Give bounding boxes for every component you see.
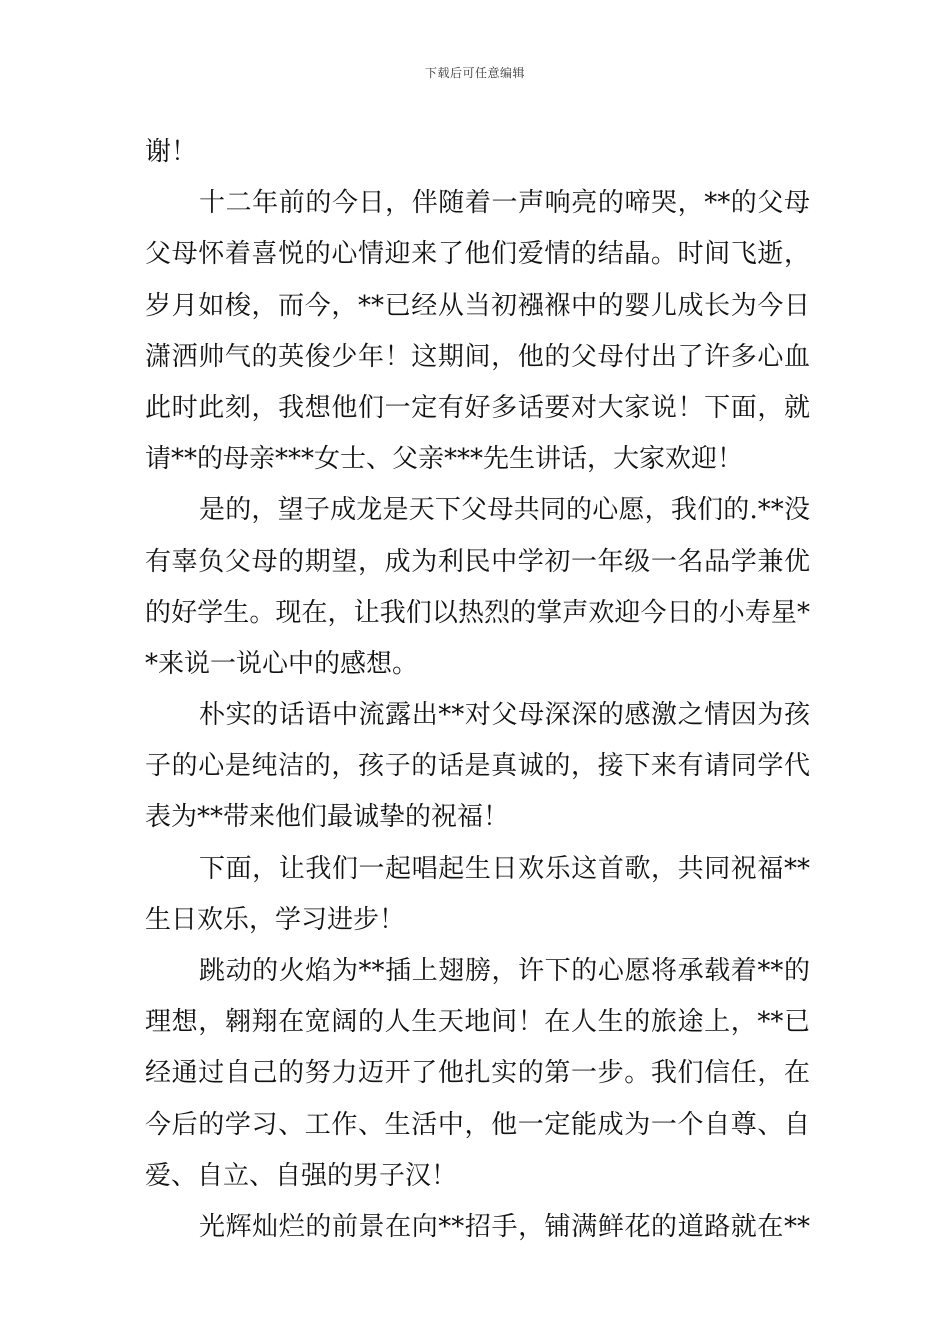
text-line: 生日欢乐，学习进步！	[145, 904, 406, 935]
text-line: *来说一说心中的感想。	[145, 648, 419, 679]
text-line: 今后的学习、工作、生活中，他一定能成为一个自尊、自	[145, 1109, 810, 1140]
text-line: 光辉灿烂的前景在向**招手，铺满鲜花的道路就在**	[199, 1211, 810, 1242]
text-line: 子的心是纯洁的，孩子的话是真诚的，接下来有请同学代	[145, 751, 810, 782]
text-line: 潇洒帅气的英俊少年！这期间，他的父母付出了许多心血	[145, 341, 810, 372]
text-line: 是的，望子成龙是天下父母共同的心愿，我们的.**没	[199, 495, 810, 526]
document-body	[145, 127, 810, 1253]
text-line: 朴实的话语中流露出**对父母深深的感激之情因为孩	[199, 700, 810, 731]
text-line: 表为**带来他们最诚挚的祝福！	[145, 802, 510, 833]
text-line: 的好学生。现在，让我们以热烈的掌声欢迎今日的小寿星*	[145, 597, 810, 628]
text-line: 有辜负父母的期望，成为利民中学初一年级一名品学兼优	[145, 546, 810, 577]
text-line: 此时此刻，我想他们一定有好多话要对大家说！下面，就	[145, 392, 810, 423]
text-line: 跳动的火焰为**插上翅膀，许下的心愿将承载着**的	[199, 956, 810, 986]
text-line: 爱、自立、自强的男子汉！	[145, 1160, 458, 1191]
text-line: 十二年前的今日，伴随着一声响亮的啼哭，**的父母	[199, 188, 810, 219]
text-line: 谢！	[145, 137, 198, 167]
text-line: 父母怀着喜悦的心情迎来了他们爱情的结晶。时间飞逝，	[145, 239, 810, 270]
text-line: 理想，翱翔在宽阔的人生天地间！在人生的旅途上，**已	[145, 1007, 810, 1038]
header-note: 下载后可任意编辑	[424, 66, 525, 80]
text-line: 下面，让我们一起唱起生日欢乐这首歌，共同祝福**	[199, 853, 810, 884]
text-line: 岁月如梭，而今，**已经从当初襁褓中的婴儿成长为今日	[145, 290, 810, 321]
text-line: 经通过自己的努力迈开了他扎实的第一步。我们信任，在	[145, 1058, 810, 1089]
text-line: 请**的母亲***女士、父亲***先生讲话，大家欢迎！	[145, 444, 744, 475]
